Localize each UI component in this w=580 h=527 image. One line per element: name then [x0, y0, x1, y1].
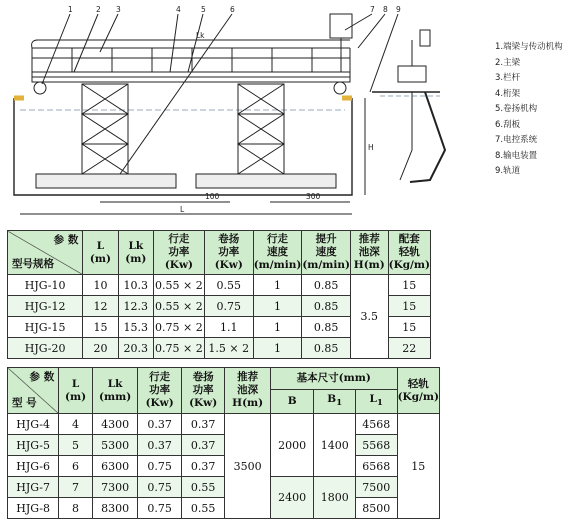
col-rail: 轻轨 (Kg/m) [397, 368, 439, 414]
cell-depth-merged: 3.5 [350, 275, 388, 359]
cell-b1-merged: 1400 [314, 414, 356, 477]
col-hoist-power: 卷扬 功率 (Kw) [204, 231, 253, 275]
legend-item: 1.端梁与传动机构 [495, 42, 563, 52]
col-b: B [270, 390, 314, 414]
col-l: L (m) [83, 231, 118, 275]
cell: 22 [388, 338, 430, 359]
cell: 1.1 [204, 317, 253, 338]
cell: 0.55 [181, 477, 225, 498]
callout-2: 2 [96, 5, 101, 14]
dim-l: L [180, 205, 185, 214]
col-b1: $B_1$ [314, 390, 356, 414]
callout-5: 5 [201, 5, 206, 14]
cell: 0.75 × 2 [154, 338, 205, 359]
cell: 6568 [355, 456, 397, 477]
col-rail: 配套 轻轨 (Kg/m) [388, 231, 430, 275]
spec-table-hjg-10-20 [7, 230, 431, 359]
cell: 0.37 [181, 456, 225, 477]
cell: 7 [59, 477, 93, 498]
table-row [8, 435, 440, 456]
dim-h: H [368, 143, 374, 152]
callout-4: 4 [176, 5, 181, 14]
table-row [8, 477, 440, 498]
corner-param-label: 参 数 [53, 234, 79, 246]
cell: 12 [83, 296, 118, 317]
cell: 5300 [92, 435, 138, 456]
cell-model: HJG-7 [8, 477, 59, 498]
spec-table-hjg-4-8 [7, 367, 440, 519]
callout-8: 8 [383, 5, 388, 14]
cell: 5568 [355, 435, 397, 456]
table1-corner-header [8, 231, 83, 275]
col-l: L (m) [59, 368, 93, 414]
corner-model-label: 型号规格 [12, 258, 54, 270]
dim-300: 300 [306, 192, 321, 201]
col-depth: 推荐 池深 H(m) [225, 368, 271, 414]
legend-item: 9.轨道 [495, 166, 521, 176]
cell: 0.37 [181, 435, 225, 456]
cell: 0.85 [302, 338, 351, 359]
table-row [8, 275, 431, 296]
cell: 15 [388, 296, 430, 317]
col-walk-speed: 行走 速度 (m/min) [253, 231, 302, 275]
legend-item: 4.桁架 [495, 88, 521, 99]
cell-model: HJG-10 [8, 275, 83, 296]
cell: 0.75 [138, 498, 182, 519]
callout-6: 6 [230, 5, 235, 14]
cell-b1-merged: 1800 [314, 477, 356, 519]
col-depth: 推荐 池深 H(m) [350, 231, 388, 275]
cell: 20.3 [118, 338, 153, 359]
cell-model: HJG-6 [8, 456, 59, 477]
cell: 0.85 [302, 296, 351, 317]
cell: 8500 [355, 498, 397, 519]
callout-9: 9 [396, 5, 401, 14]
col-lk: Lk (mm) [92, 368, 138, 414]
table2-corner-header [8, 368, 59, 414]
callout-3: 3 [116, 5, 121, 14]
cell: 15 [388, 275, 430, 296]
cell-depth-merged: 3500 [225, 414, 271, 519]
dim-lk: Lk [196, 31, 205, 40]
equipment-drawing [0, 0, 580, 222]
corner-model-label: 型 号 [12, 397, 37, 409]
legend-item: 8.输电装置 [495, 150, 538, 161]
table-row [8, 456, 440, 477]
cell: 8 [59, 498, 93, 519]
cell: 4568 [355, 414, 397, 435]
callout-1: 1 [68, 5, 73, 14]
cell: 10.3 [118, 275, 153, 296]
table-row [8, 498, 440, 519]
cell: 0.55 [181, 498, 225, 519]
cell-model: HJG-15 [8, 317, 83, 338]
cell-b-merged: 2000 [270, 414, 314, 477]
legend-item: 3.栏杆 [495, 73, 521, 83]
cell: 4300 [92, 414, 138, 435]
cell: 0.75 [138, 477, 182, 498]
cell: 15.3 [118, 317, 153, 338]
cell: 6300 [92, 456, 138, 477]
cell: 5 [59, 435, 93, 456]
cell: 0.37 [138, 435, 182, 456]
cell: 1 [253, 338, 302, 359]
legend-item: 7.电控系统 [495, 135, 538, 145]
cell: 1.5 × 2 [204, 338, 253, 359]
cell: 1 [253, 317, 302, 338]
cell: 1 [253, 275, 302, 296]
cell-model: HJG-12 [8, 296, 83, 317]
cell: 0.75 [204, 296, 253, 317]
cell-b-merged: 2400 [270, 477, 314, 519]
cell: 10 [83, 275, 118, 296]
legend-item: 5.卷扬机构 [495, 104, 538, 114]
cell: 7500 [355, 477, 397, 498]
cell: 0.75 × 2 [154, 317, 205, 338]
col-walk-power: 行走 功率 (Kw) [154, 231, 205, 275]
cell: 0.55 × 2 [154, 296, 205, 317]
col-hoist-power: 卷扬 功率 (Kw) [181, 368, 225, 414]
cell: 7300 [92, 477, 138, 498]
cell: 0.55 [204, 275, 253, 296]
legend-item: 6.刮板 [495, 119, 521, 130]
callout-7: 7 [370, 5, 375, 14]
col-l1: $L_1$ [355, 390, 397, 414]
cell: 12.3 [118, 296, 153, 317]
component-legend [495, 40, 580, 180]
dim-100: 100 [205, 192, 220, 201]
legend-item: 2.主梁 [495, 57, 521, 68]
cell: 0.75 [138, 456, 182, 477]
corner-param-label: 参 数 [29, 371, 55, 383]
cell-rail-merged: 15 [397, 414, 439, 519]
cell: 4 [59, 414, 93, 435]
cell: 0.55 × 2 [154, 275, 205, 296]
cell: 15 [83, 317, 118, 338]
col-lk: Lk (m) [118, 231, 153, 275]
cell: 0.85 [302, 317, 351, 338]
col-lift-speed: 提升 速度 (m/min) [302, 231, 351, 275]
cell: 0.37 [138, 414, 182, 435]
cell-model: HJG-5 [8, 435, 59, 456]
cell: 1 [253, 296, 302, 317]
cell-model: HJG-4 [8, 414, 59, 435]
cell: 20 [83, 338, 118, 359]
cell: 8300 [92, 498, 138, 519]
col-basic-size: 基本尺寸(mm) [270, 368, 397, 390]
cell: 0.85 [302, 275, 351, 296]
cell: 15 [388, 317, 430, 338]
cell-model: HJG-8 [8, 498, 59, 519]
cell: 0.37 [181, 414, 225, 435]
cell-model: HJG-20 [8, 338, 83, 359]
col-walk-power: 行走 功率 (Kw) [138, 368, 182, 414]
table-row [8, 414, 440, 435]
cell: 6 [59, 456, 93, 477]
